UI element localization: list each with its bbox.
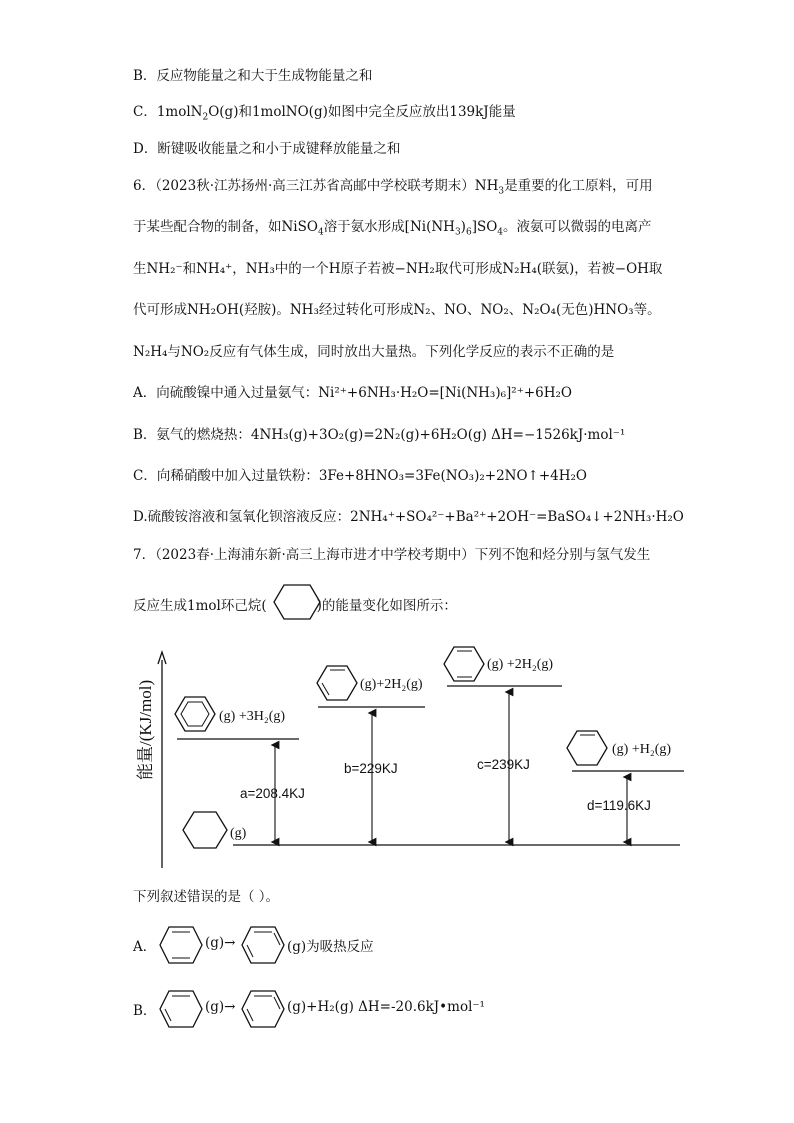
q6-line2-sub4: 4	[497, 227, 504, 238]
cyclohexane-icon	[183, 812, 227, 848]
benzene-level-icon	[175, 697, 215, 731]
q7-option-a	[133, 935, 156, 955]
q7-option-b-arrow: (g)→	[205, 999, 236, 1015]
q6-line2-tail: 。液氨可以微弱的电离产	[503, 219, 652, 235]
label-c: c=239KJ	[477, 757, 530, 772]
q6-line5: N₂H₄与NO₂反应有气体生成，同时放出大量热。下列化学反应的表示不正确的是	[133, 344, 615, 360]
q6-line3: 生NH₂⁻和NH₄⁺，NH₃中的一个H原子若被−NH₂取代可形成N₂H₄(联氨)，若被−OH取	[133, 261, 663, 277]
q6-heading-tail: 是重要的化工原料，可用	[504, 178, 653, 194]
y-axis-label: 能量/(KJ/mol)	[136, 679, 155, 780]
level3-label: (g) +2H₂(g)	[487, 657, 554, 672]
q7-option-b-label: B．	[133, 1003, 157, 1019]
q7-question: 下列叙述错误的是（ ）。	[133, 889, 280, 905]
q6-line2-sub: 4	[317, 227, 324, 238]
q6-heading-sub: 3	[498, 186, 505, 197]
q6-option-b: B．氨气的燃烧热：4NH₃(g)+3O₂(g)=2N₂(g)+6H₂O(g) ΔH=−1526kJ·mol⁻¹	[133, 427, 626, 443]
level1-label: (g) +3H₂(g)	[219, 709, 286, 724]
benzene-option-b-icon	[240, 989, 286, 1029]
q7-option-a-arrow: (g)→	[205, 935, 236, 951]
level4-label: (g) +H₂(g)	[612, 742, 672, 757]
q7-option-b	[133, 999, 156, 1019]
diene-2-level-icon	[444, 647, 484, 681]
diene-option-b-icon	[158, 989, 204, 1029]
q6-option-a: A．向硫酸镍中通入过量氨气：Ni²⁺+6NH₃·H₂O=[Ni(NH₃)₆]²⁺+6H₂O	[133, 385, 572, 401]
q7-option-a-label: A．	[133, 939, 157, 955]
q7-option-b-tail: (g)+H₂(g) ΔH=-20.6kJ•mol⁻¹	[287, 999, 485, 1015]
q6-option-d: D.硫酸铵溶液和氢氧化钡溶液反应：2NH₄⁺+SO₄²⁻+Ba²⁺+2OH⁻=BaSO₄↓+2NH₃·H₂O	[133, 509, 684, 525]
base-label: (g)	[230, 826, 247, 841]
benzene-option-a-icon	[240, 925, 286, 965]
label-a: a=208.4KJ	[240, 786, 305, 801]
q6-line2-mid: 溶于氨水形成[Ni(NH	[323, 219, 455, 235]
q7-option-a-tail: (g)为吸热反应	[287, 939, 374, 955]
q6-line2-sub3: 6	[465, 227, 472, 238]
q6-line2-mid3: ]SO	[471, 219, 498, 235]
q5-option-c-mid: O(g)和1molNO(g)如图中完全反应放出139kJ能量	[208, 104, 516, 120]
q6-line2-sub2: 3	[454, 227, 461, 238]
label-d: d=119.6KJ	[587, 798, 651, 813]
q7-line2-post: )的能量变化如图所示：	[316, 598, 457, 614]
q6-line4: 代可形成NH₂OH(羟胺)。NH₃经过转化可形成N₂、NO、NO₂、N₂O₄(无色)HNO₃等。	[133, 302, 661, 318]
label-b: b=229KJ	[344, 761, 398, 776]
q5-option-c-sub: 2	[202, 112, 209, 123]
q6-line2-mid2: )	[460, 219, 466, 235]
q5-option-c-pre: C．1molN	[133, 104, 203, 120]
q7-heading: 7．（2023春·上海浦东新·高三上海市进才中学校考期中）下列不饱和烃分别与氢气发生	[133, 547, 651, 563]
q7-line2-pre: 反应生成1mol环己烷(	[133, 598, 267, 614]
q5-option-b: B．反应物能量之和大于生成物能量之和	[133, 68, 373, 84]
diene-1-level-icon	[317, 666, 357, 700]
q5-option-d: D．断键吸收能量之和小于成键释放能量之和	[133, 141, 401, 157]
cyclohexadiene-option-a-icon	[158, 925, 204, 965]
q6-option-c: C．向稀硝酸中加入过量铁粉：3Fe+8HNO₃=3Fe(NO₃)₂+2NO↑+4H₂O	[133, 468, 588, 484]
cyclohexene-level-icon	[567, 731, 607, 765]
q6-heading-text: 6．（2023秋·江苏扬州·高三江苏省高邮中学校联考期末）NH	[133, 178, 499, 194]
level2-label: (g)+2H₂(g)	[360, 677, 423, 692]
q6-line2-pre: 于某些配合物的制备，如NiSO	[133, 219, 318, 235]
